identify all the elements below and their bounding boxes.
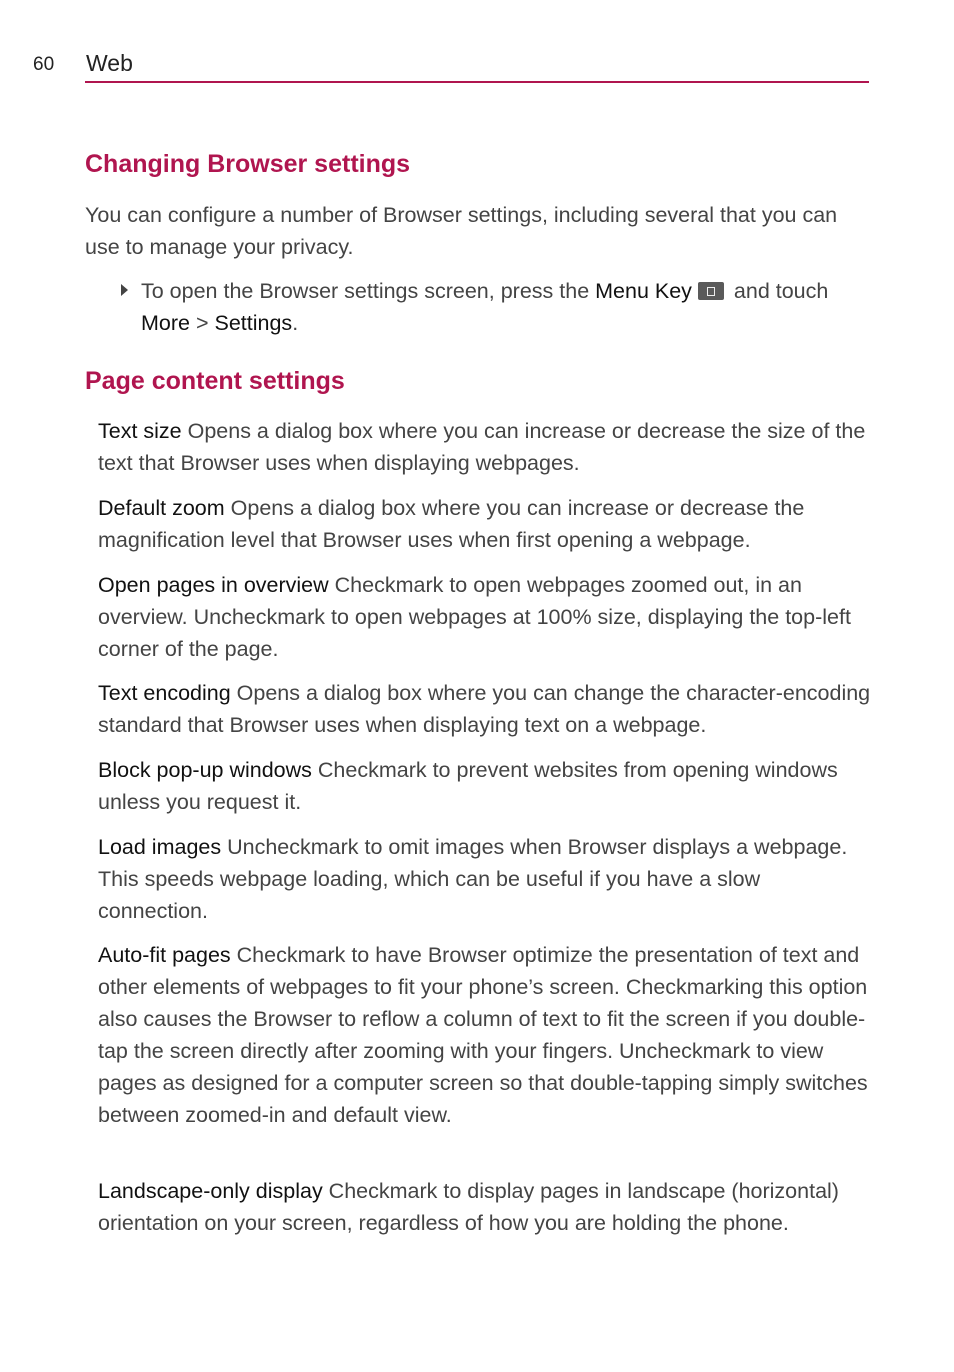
intro-paragraph: You can configure a number of Browser settings, including several that you can use to manage your privacy. (85, 203, 838, 259)
setting-desc: Uncheckmark to omit images when Browser displays a webpage. This speeds webpage loading, which can be useful if you have a slow connection. (98, 835, 848, 923)
setting-desc: Opens a dialog box where you can increase or decrease the magnification level that Browser uses when first opening a webpage. (98, 496, 805, 552)
setting-term: Text encoding (98, 681, 231, 705)
setting-block-popups (98, 754, 858, 818)
heading-changing-browser-settings: Changing Browser settings (85, 150, 411, 178)
bullet-arrow-icon (121, 284, 128, 296)
setting-auto-fit-pages (98, 939, 873, 1131)
bullet-pre: To open the Browser settings screen, press the (141, 279, 596, 303)
setting-term: Auto-fit pages (98, 943, 231, 967)
setting-desc: Checkmark to prevent websites from opening windows unless you request it. (98, 758, 838, 814)
setting-desc: Checkmark to have Browser optimize the presentation of text and other elements of webpages to fit your phone’s screen. Checkmarking this option also causes the Browser to reflow a column of text to fit the screen if you double-tap the screen directly after zooming with your fingers. Uncheckmark to view pages as designed for a computer screen so that double-tapping simply switches between zoomed-in and default view. (98, 943, 868, 1127)
bullet-instruction (141, 275, 871, 339)
setting-desc: Checkmark to open webpages zoomed out, in an overview. Uncheckmark to open webpages at 100% size, displaying the top-left corner of the page. (98, 573, 851, 661)
settings-label: Settings (214, 311, 293, 335)
setting-load-images (98, 831, 863, 927)
setting-term: Load images (98, 835, 222, 859)
bullet-end: . (292, 311, 299, 335)
header-rule (85, 81, 869, 83)
setting-term: Default zoom (98, 496, 225, 520)
setting-desc: Opens a dialog box where you can change the character-encoding standard that Browser uses when displaying text on a webpage. (98, 681, 871, 737)
setting-desc: Opens a dialog box where you can increase or decrease the size of the text that Browser uses when displaying webpages. (98, 419, 866, 475)
setting-text-encoding (98, 677, 873, 741)
setting-term: Block pop-up windows (98, 758, 312, 782)
setting-term: Open pages in overview (98, 573, 329, 597)
bullet-sep: > (189, 311, 215, 335)
setting-default-zoom (98, 492, 873, 556)
setting-term: Text size (98, 419, 182, 443)
setting-text-size (98, 415, 873, 479)
setting-term: Landscape-only display (98, 1179, 323, 1203)
more-label: More (141, 311, 190, 335)
menu-key-label: Menu Key (595, 279, 692, 303)
page-number: 60 (33, 54, 55, 75)
setting-landscape-only (98, 1175, 863, 1239)
menu-key-icon (698, 282, 724, 300)
section-name: Web (86, 50, 133, 76)
heading-page-content-settings: Page content settings (85, 367, 345, 395)
bullet-and: and touch (727, 279, 829, 303)
setting-open-pages-overview (98, 569, 858, 665)
setting-desc: Checkmark to display pages in landscape (horizontal) orientation on your screen, regardless of how you are holding the phone. (98, 1179, 839, 1235)
